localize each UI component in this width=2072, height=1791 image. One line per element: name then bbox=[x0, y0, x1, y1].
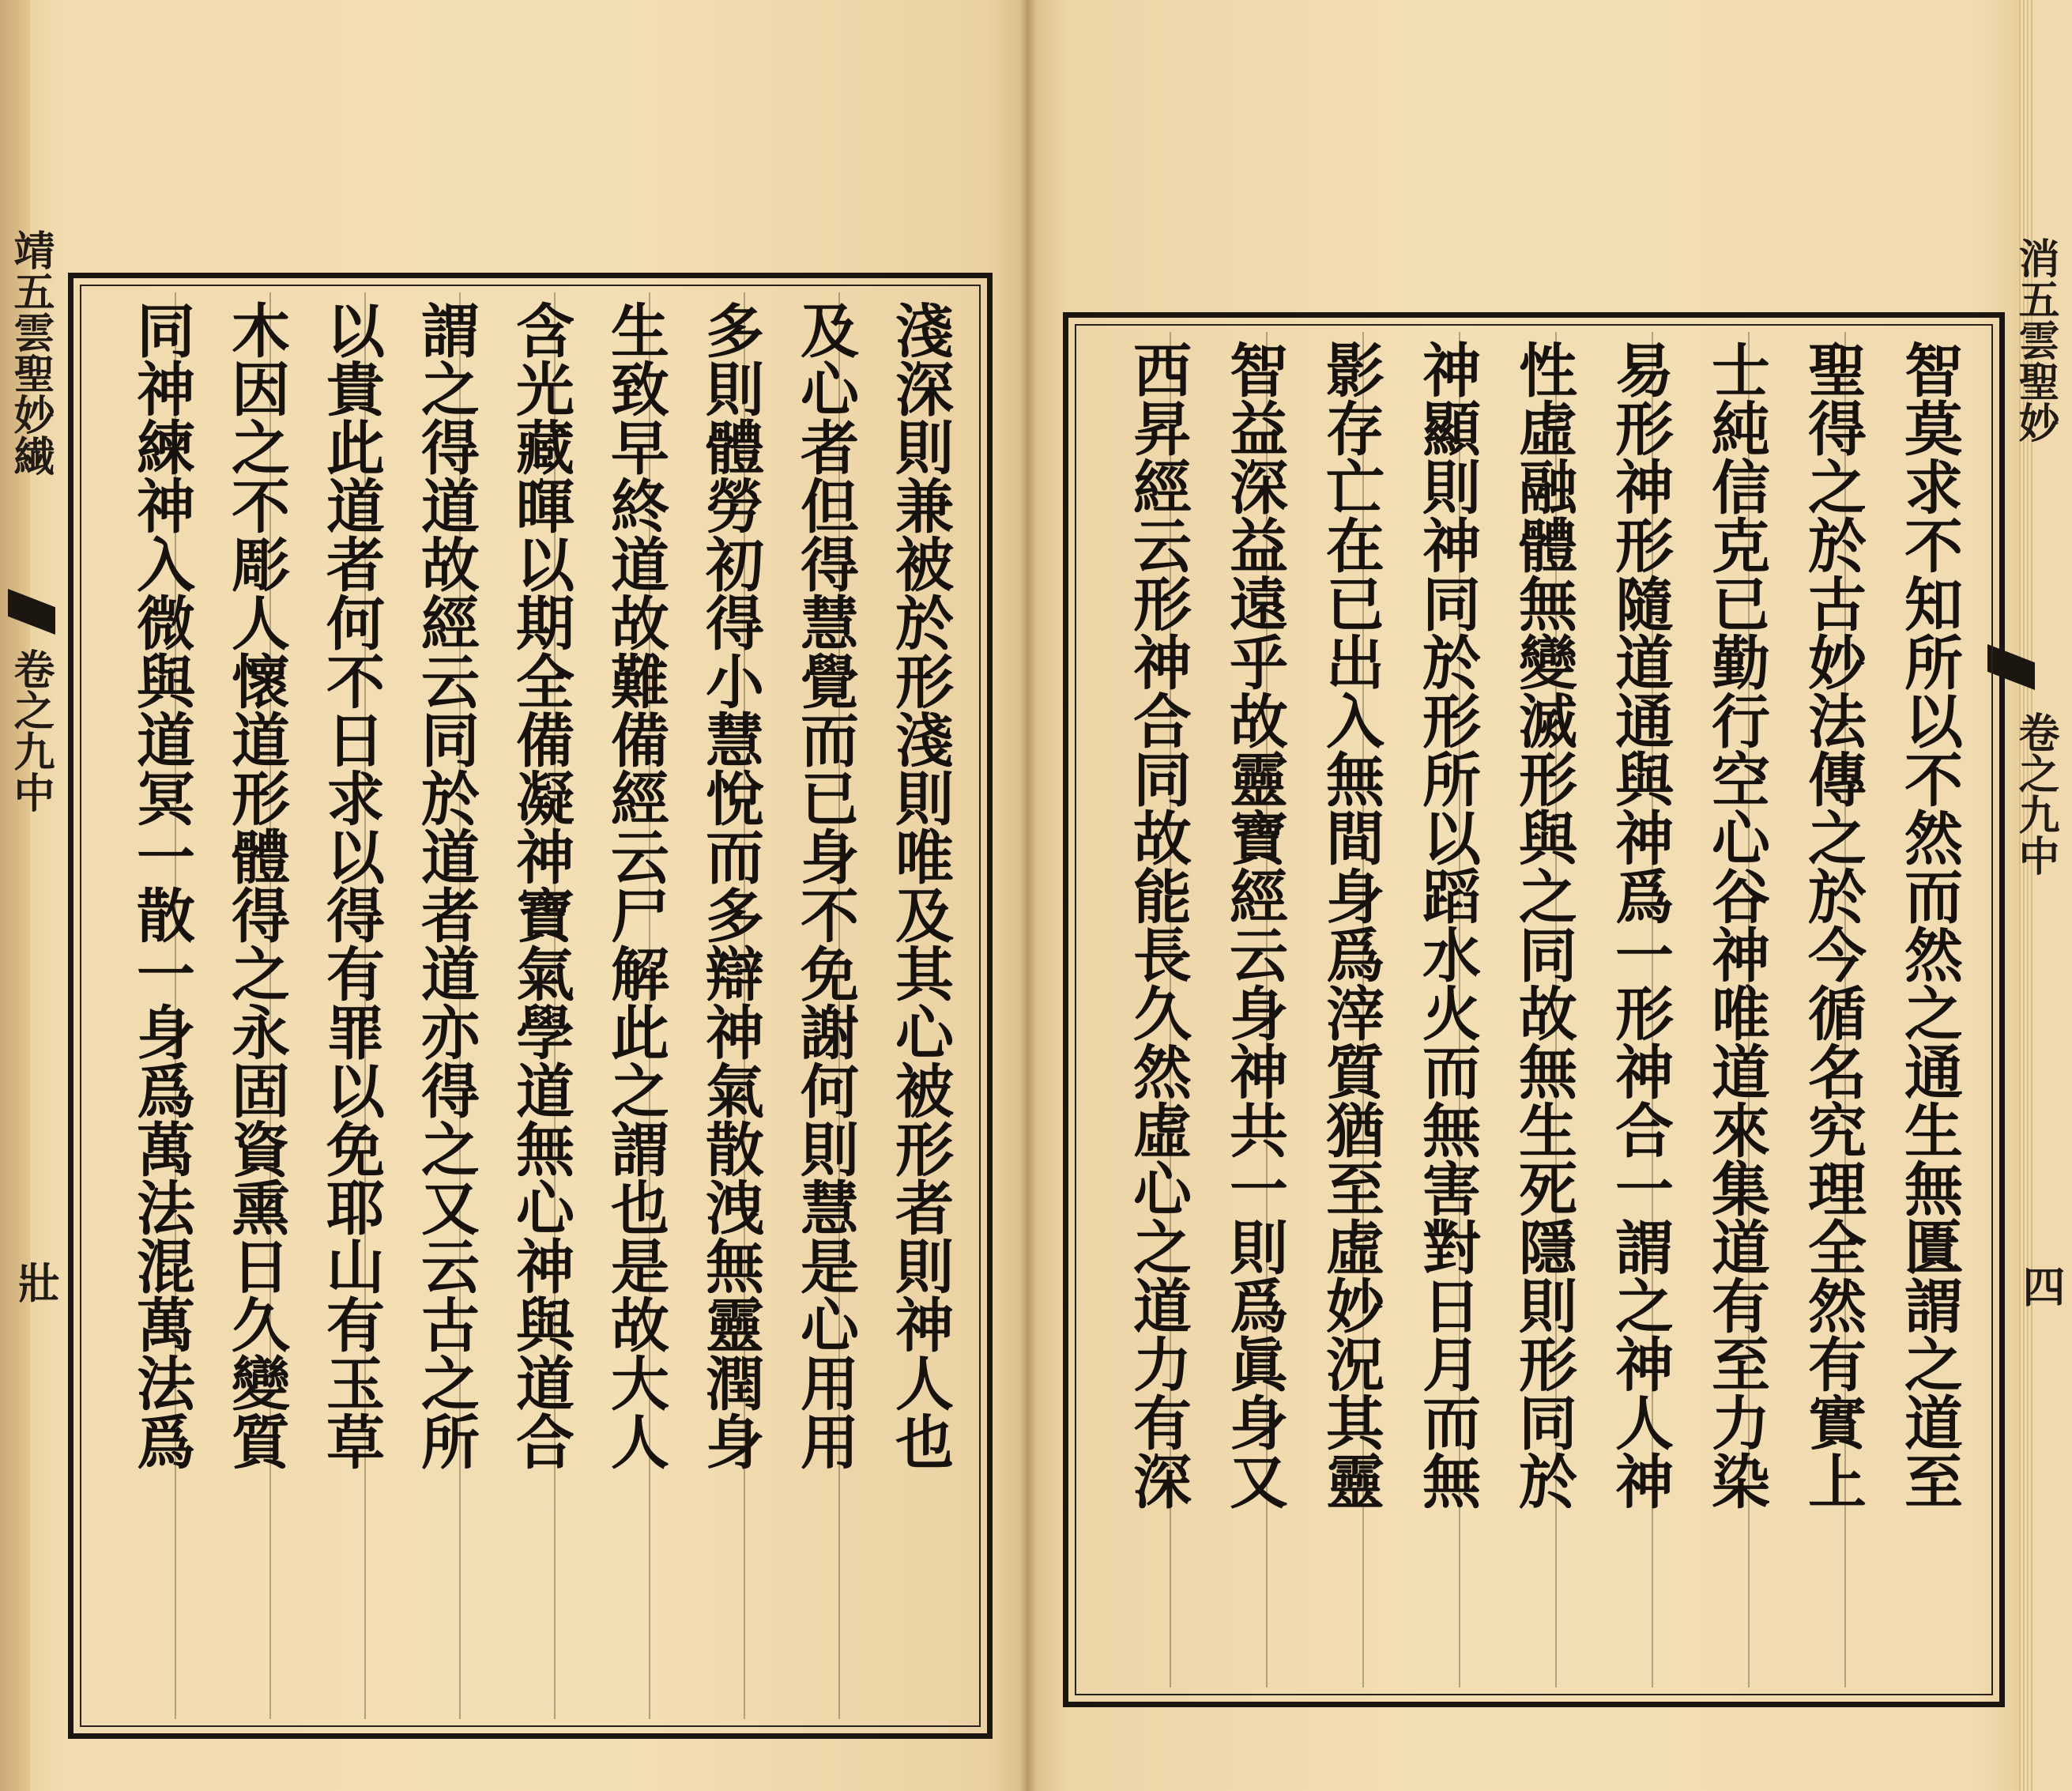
left-margin-title: 靖五雲聖妙繊 bbox=[6, 229, 55, 476]
left-margin-chapter: 卷之九中 bbox=[6, 648, 55, 813]
right-text-column-6: 神顯則神同於形所以蹈水火而無害對日月而無 bbox=[1413, 340, 1481, 1510]
text-column-5: 含光藏暉以期全備凝神寶氣學道無心神與道合 bbox=[507, 300, 575, 1470]
text-column-6: 謂之得道故經云同於道者道亦得之又云古之所 bbox=[412, 300, 480, 1470]
left-page-number: 壯 bbox=[11, 1261, 62, 1303]
right-text-column-9: 西昇經云形神合同故能長久然虛心之道力有深 bbox=[1124, 340, 1192, 1510]
text-column-7: 以貴此道者何不日求以得有罪以免耶山有玉草 bbox=[317, 300, 385, 1470]
right-margin-chapter: 卷之九中 bbox=[2011, 711, 2059, 876]
text-column-9: 同神練神入微與道冥一散一身爲萬法混萬法爲 bbox=[127, 300, 195, 1470]
right-text-column-1: 智莫求不知所以不然而然之通生無匱謂之道至 bbox=[1895, 340, 1963, 1510]
book-gutter bbox=[1019, 0, 1037, 1791]
text-column-8: 木因之不彫人懷道形體得之永固資熏日久變質 bbox=[222, 300, 290, 1470]
right-margin-title: 消五雲聖妙 bbox=[2011, 237, 2059, 443]
right-text-column-5: 性虛融體無變滅形與之同故無生死隱則形同於 bbox=[1509, 340, 1577, 1510]
right-text-column-3: 士純信克已勤行空心谷神唯道來集道有至力染 bbox=[1702, 340, 1770, 1510]
right-text-column-4: 易形神形隨道通與神爲一形神合一謂之神人神 bbox=[1606, 340, 1674, 1510]
right-text-frame bbox=[1063, 312, 2005, 1707]
left-page bbox=[0, 0, 1027, 1791]
text-column-4: 生致早終道故難備經云尸解此之謂也是故大人 bbox=[601, 300, 669, 1470]
right-text-column-8: 智益深益遠乎故靈寶經云身神共一則爲眞身又 bbox=[1220, 340, 1288, 1510]
left-text-frame bbox=[68, 273, 993, 1739]
right-text-column-2: 聖得之於古妙法傳之於今循名究理全然有實上 bbox=[1799, 340, 1867, 1510]
text-column-1: 淺深則兼被於形淺則唯及其心被形者則神人也 bbox=[886, 300, 954, 1470]
text-column-2: 及心者但得慧覺而已身不免謝何則慧是心用用 bbox=[791, 300, 859, 1470]
right-page-number: 四 bbox=[2016, 1265, 2066, 1307]
text-column-3: 多則體勞初得小慧悅而多辯神氣散洩無靈潤身 bbox=[696, 300, 764, 1470]
right-text-column-7: 影存亡在已出入無間身爲滓質猶至虛妙況其靈 bbox=[1317, 340, 1384, 1510]
